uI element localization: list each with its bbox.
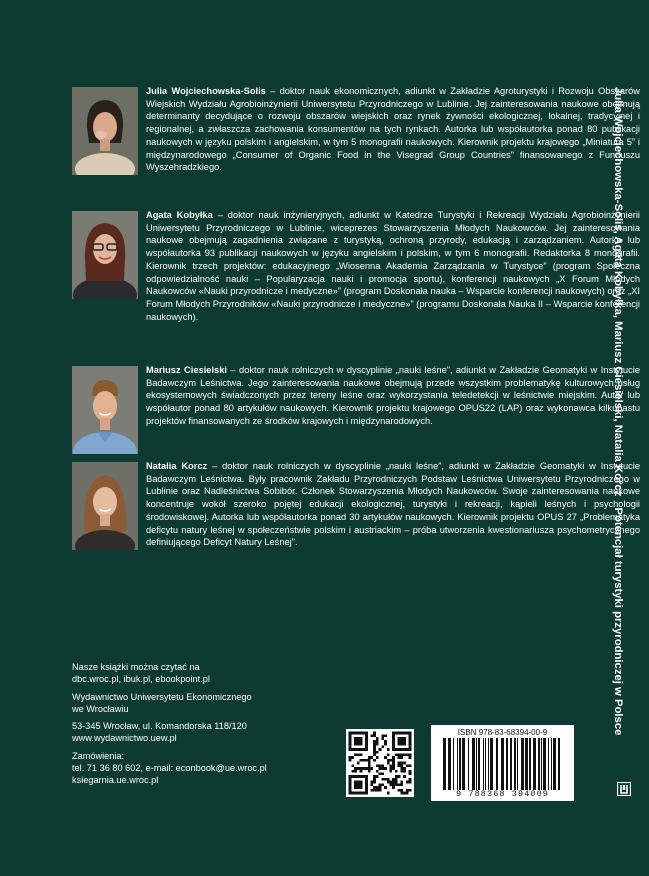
orders-contact: tel. 71 36 80 602, e-mail: econbook@ue.wroc.pl [72, 763, 267, 774]
author-bio [146, 85, 640, 174]
author-photo [72, 87, 138, 175]
isbn-digits: 9 788368 394009 [455, 789, 549, 799]
author-bio [146, 364, 640, 428]
publisher-name-line2: we Wrocławiu [72, 703, 129, 714]
spine [604, 87, 632, 736]
author-bio-text: – doktor nauk inżynieryjnych, adiunkt w Katedrze Turystyki i Rekreacji Wydziału Agrobioinżynierii Uniwersytetu Przyrodniczego w Lublinie, wiceprezes Stowarzyszenia Młodych Naukowców. Jej zainteresowania naukowe obejmują zagadnienia związane z turystyką, ochroną przyrody, edukacją i zarządzaniem. Autorka lub współautorka 93 publikacji naukowych w języku angielskim i polskim, w tym 6 monografii. Redaktorka 8 monografii. Kierownik trzech projektów: edukacyjnego „Wiosenna Akademia Zarządzania w Turystyce” (program Społeczna odpowiedzialność nauki – Popularyzacja nauki i promocja sportu), konferencji naukowych „X Forum Młodych Naukowców «Nauki przyrodnicze i medyczne»” (program Doskonała nauka – Wsparcie konferencji naukowych) oraz „XI Forum Młodych Przyrodników «Nauki przyrodnicze i medyczne»” (programu Doskonała Nauka II – Wsparcie konferencji naukowych). [146, 210, 640, 322]
author-name: Agata Kobyłka [146, 210, 213, 220]
spine-text [612, 87, 624, 743]
author-bio-text: – doktor nauk ekonomicznych, adiunkt w Zakładzie Agroturystyki i Rozwoju Obszarów Wiejskich Wydziału Agrobioinżynierii Uniwersytetu Przyrodniczego w Lublinie. Jej zainteresowania naukowe obejmują determinanty decydujące o rozwoju obszarów wiejskich oraz rynek żywności ekologicznej, lokalnej, tradycyjnej i regionalnej, a zwłaszcza zachowania konsumentów na tych rynkach. Autorka lub współautorka ponad 80 publikacji naukowych w języku polskim i angielskim, w tym 5 monografii naukowych. Kierownik projektu krajowego „Miniatura 5” i międzynarodowego „Consumer of Organic Food in the Visegrad Group Countries” finansowanego z Funduszu Wyszehradzkiego. [146, 86, 640, 173]
isbn-label: ISBN 978-83-68394-00-9 [457, 728, 548, 737]
author-photo [72, 211, 138, 299]
publisher-name-line1: Wydawnictwo Uniwersytetu Ekonomicznego [72, 691, 252, 702]
author-block [72, 86, 640, 197]
publisher-website: www.wydawnictwo.uew.pl [72, 733, 177, 744]
barcode [439, 738, 567, 790]
author-name: Mariusz Ciesielski [146, 365, 227, 375]
author-photo [72, 462, 138, 550]
author-name: Natalia Korcz [146, 461, 208, 471]
qr-code [346, 729, 414, 797]
publisher-logo-icon [617, 782, 631, 796]
spine-authors: Julia Wojciechowska-Solis, Agata Kobyłka, Mariusz Ciesielski, Natalia Korcz [612, 87, 624, 497]
author-bio-text: – doktor nauk rolniczych w dyscyplinie „nauki leśne”, adiunkt w Zakładzie Geomatyki w Instytucie Badawczym Leśnictwa. Były pracownik Zakładu Przyrodniczych Podstaw Leśnictwa Uniwersytetu Przyrodniczego w Lublinie oraz Nadleśnictwa Sobibór. Członek Stowarzyszenia Młodych Naukowców. Swoje zainteresowania naukowe koncentruje wokół szeroko pojętej edukacji ekologicznej, turystyki i rekreacji, kąpieli leśnych i psychologii środowiskowej. Autorka lub współautorka ponad 30 artykułów naukowych. Kierownik projektu OPUS 27 „Problematyka deficytu natury leśnej w społeczeństwie polskim i austriackim – próba utworzenia kwestionariusza psychometrycznego definiującego Deficyt Natury Leśnej”. [146, 461, 640, 548]
orders-label: Zamówienia: [72, 750, 125, 761]
author-bio-text: – doktor nauk rolniczych w dyscyplinie „nauki leśne”, adiunkt w Zakładzie Geomatyki w Instytucie Badawczym Leśnictwa. Jego zainteresowania naukowe obejmują przede wszystkim problematykę kulturowych usług ekosystemowych świadczonych przez tereny leśne oraz wykorzystania teledetekcji w leśnictwie miejskim. Autor lub współautor ponad 80 artykułów naukowych. Kierownik projektu krajowego OPUS22 (LAP) oraz wykonawca kilkunastu projektów finansowanych ze środków krajowych i międzynarodowych. [146, 365, 640, 426]
author-bio [146, 209, 640, 323]
author-block [72, 210, 640, 322]
read-sites: dbc.wroc.pl, ibuk.pl, ebookpoint.pl [72, 674, 210, 685]
publisher-address: 53-345 Wrocław, ul. Komandorska 118/120 [72, 721, 247, 732]
read-label: Nasze książki można czytać na [72, 662, 200, 672]
author-photo [72, 366, 138, 454]
bookshop-link: ksiegarnia.ue.wroc.pl [72, 775, 159, 786]
author-bio [146, 460, 640, 549]
spine-title: Potencjał turystyki przyrodniczej w Polsce [612, 507, 624, 736]
publisher-info [72, 661, 332, 787]
author-block [72, 461, 640, 572]
isbn-barcode-box [431, 725, 574, 801]
author-name: Julia Wojciechowska-Solis [146, 86, 266, 96]
